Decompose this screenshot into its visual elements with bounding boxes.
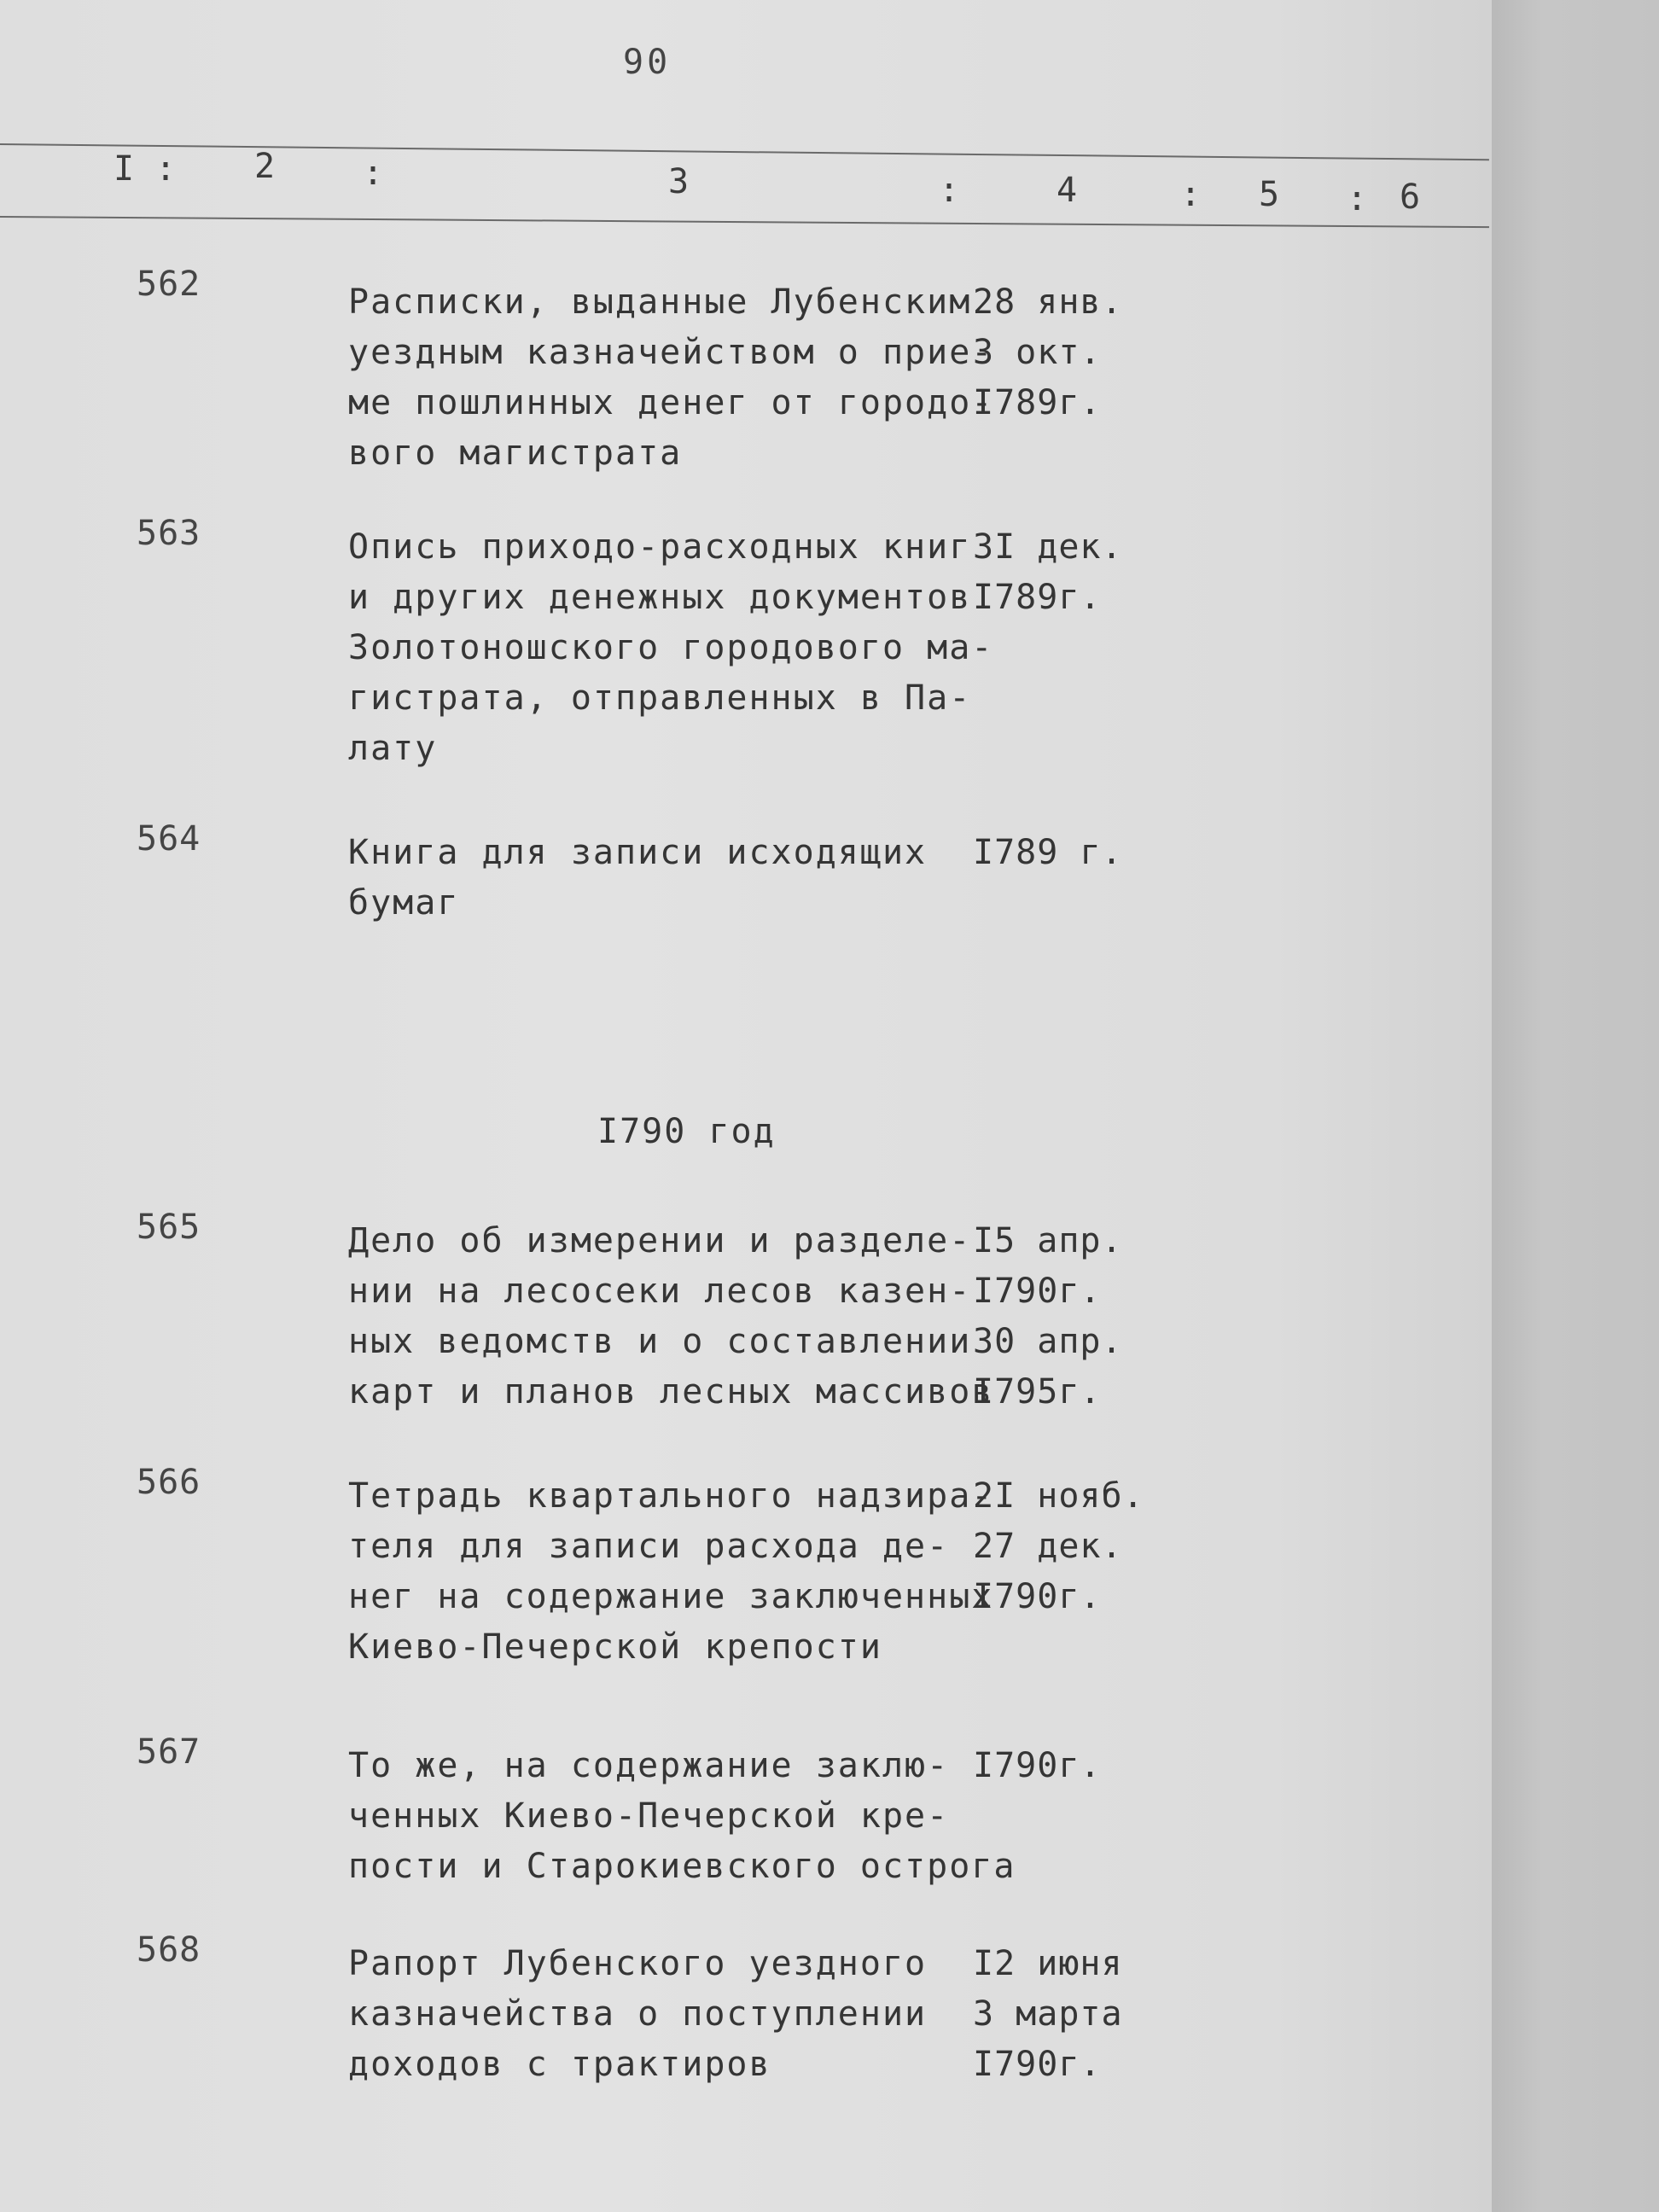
description-line: карт и планов лесных массивов <box>348 1372 994 1412</box>
entry-dates <box>973 1741 1102 1791</box>
year-section-heading: I790 год <box>597 1112 776 1151</box>
date-line: I2 июня <box>973 1944 1123 1983</box>
date-line: I5 апр. <box>973 1221 1123 1260</box>
description-line: теля для записи расхода де- <box>348 1527 950 1566</box>
entry-dates <box>973 1216 1123 1417</box>
description-line: нег на содержание заключенных <box>348 1577 994 1616</box>
date-line: 30 апр. <box>973 1322 1123 1361</box>
description-line: казначейства о поступлении <box>348 1994 928 2034</box>
date-line: I789г. <box>973 383 1102 422</box>
date-line: I790г. <box>973 1577 1102 1616</box>
description-line: гистрата, отправленных в Па- <box>348 678 972 718</box>
entry-number: 566 <box>137 1463 201 1502</box>
entry-dates <box>973 828 1123 878</box>
date-line: I790г. <box>973 1272 1102 1311</box>
column-separator: : <box>1180 175 1202 214</box>
description-line: Киево-Печерской крепости <box>348 1627 882 1667</box>
entry-number: 562 <box>137 265 201 304</box>
entry-description <box>348 277 993 479</box>
description-line: бумаг <box>348 883 460 923</box>
date-line: 3I дек. <box>973 527 1123 567</box>
column-header-5: 5 <box>1259 175 1280 214</box>
entry-description <box>348 1741 1016 1892</box>
date-line: 28 янв. <box>973 282 1123 322</box>
description-line: ме пошлинных денег от городо- <box>348 383 994 422</box>
column-separator: : <box>363 154 384 193</box>
column-header-4: 4 <box>1057 171 1078 210</box>
date-line: I789г. <box>973 578 1102 617</box>
date-line: 27 дек. <box>973 1527 1123 1566</box>
entry-description <box>348 1939 927 2090</box>
entry-description <box>348 522 993 774</box>
entry-dates <box>973 277 1123 428</box>
description-line: доходов с трактиров <box>348 2045 771 2084</box>
description-line: ных ведомств и о составлении <box>348 1322 972 1361</box>
header-top-rule <box>0 143 1489 160</box>
entry-description <box>348 1471 993 1673</box>
date-line: 3 окт. <box>973 333 1102 372</box>
entry-dates <box>973 1471 1144 1622</box>
description-line: Опись приходо-расходных книг <box>348 527 972 567</box>
entry-number: 563 <box>137 514 201 553</box>
entry-description <box>348 828 927 928</box>
date-line: I790г. <box>973 1746 1102 1785</box>
date-line: I795г. <box>973 1372 1102 1412</box>
date-line: 2I нояб. <box>973 1476 1144 1516</box>
entry-number: 567 <box>137 1732 201 1772</box>
description-line: Тетрадь квартального надзира- <box>348 1476 994 1516</box>
description-line: Расписки, выданные Лубенским <box>348 282 972 322</box>
column-header-3: 3 <box>668 162 690 201</box>
description-line: Книга для записи исходящих <box>348 833 928 872</box>
description-line: ченных Киево-Печерской кре- <box>348 1796 950 1836</box>
column-separator: : <box>155 149 177 189</box>
page-edge-shadow <box>1492 0 1659 2212</box>
description-line: вого магистрата <box>348 434 683 473</box>
entry-number: 564 <box>137 819 201 859</box>
column-header-1: I <box>114 149 135 189</box>
date-line: 3 марта <box>973 1994 1123 2034</box>
column-header-6: 6 <box>1400 178 1421 217</box>
description-line: Дело об измерении и разделе- <box>348 1221 972 1260</box>
date-line: I789 г. <box>973 833 1123 872</box>
description-line: уездным казначейством о прие- <box>348 333 994 372</box>
entry-dates <box>973 1939 1123 2090</box>
column-separator: : <box>939 171 960 210</box>
column-header-2: 2 <box>254 147 276 186</box>
description-line: и других денежных документов <box>348 578 972 617</box>
description-line: лату <box>348 729 438 768</box>
entry-dates <box>973 522 1123 623</box>
description-line: нии на лесосеки лесов казен- <box>348 1272 972 1311</box>
description-line: пости и Старокиевского острога <box>348 1847 1016 1886</box>
page-number: 90 <box>623 43 672 82</box>
entry-number: 568 <box>137 1930 201 1970</box>
description-line: То же, на содержание заклю- <box>348 1746 950 1785</box>
date-line: I790г. <box>973 2045 1102 2084</box>
entry-description <box>348 1216 993 1417</box>
description-line: Рапорт Лубенского уездного <box>348 1944 928 1983</box>
column-separator: : <box>1347 179 1368 218</box>
header-bottom-rule <box>0 216 1489 228</box>
entry-number: 565 <box>137 1208 201 1247</box>
description-line: Золотоношского городового ма- <box>348 628 994 667</box>
